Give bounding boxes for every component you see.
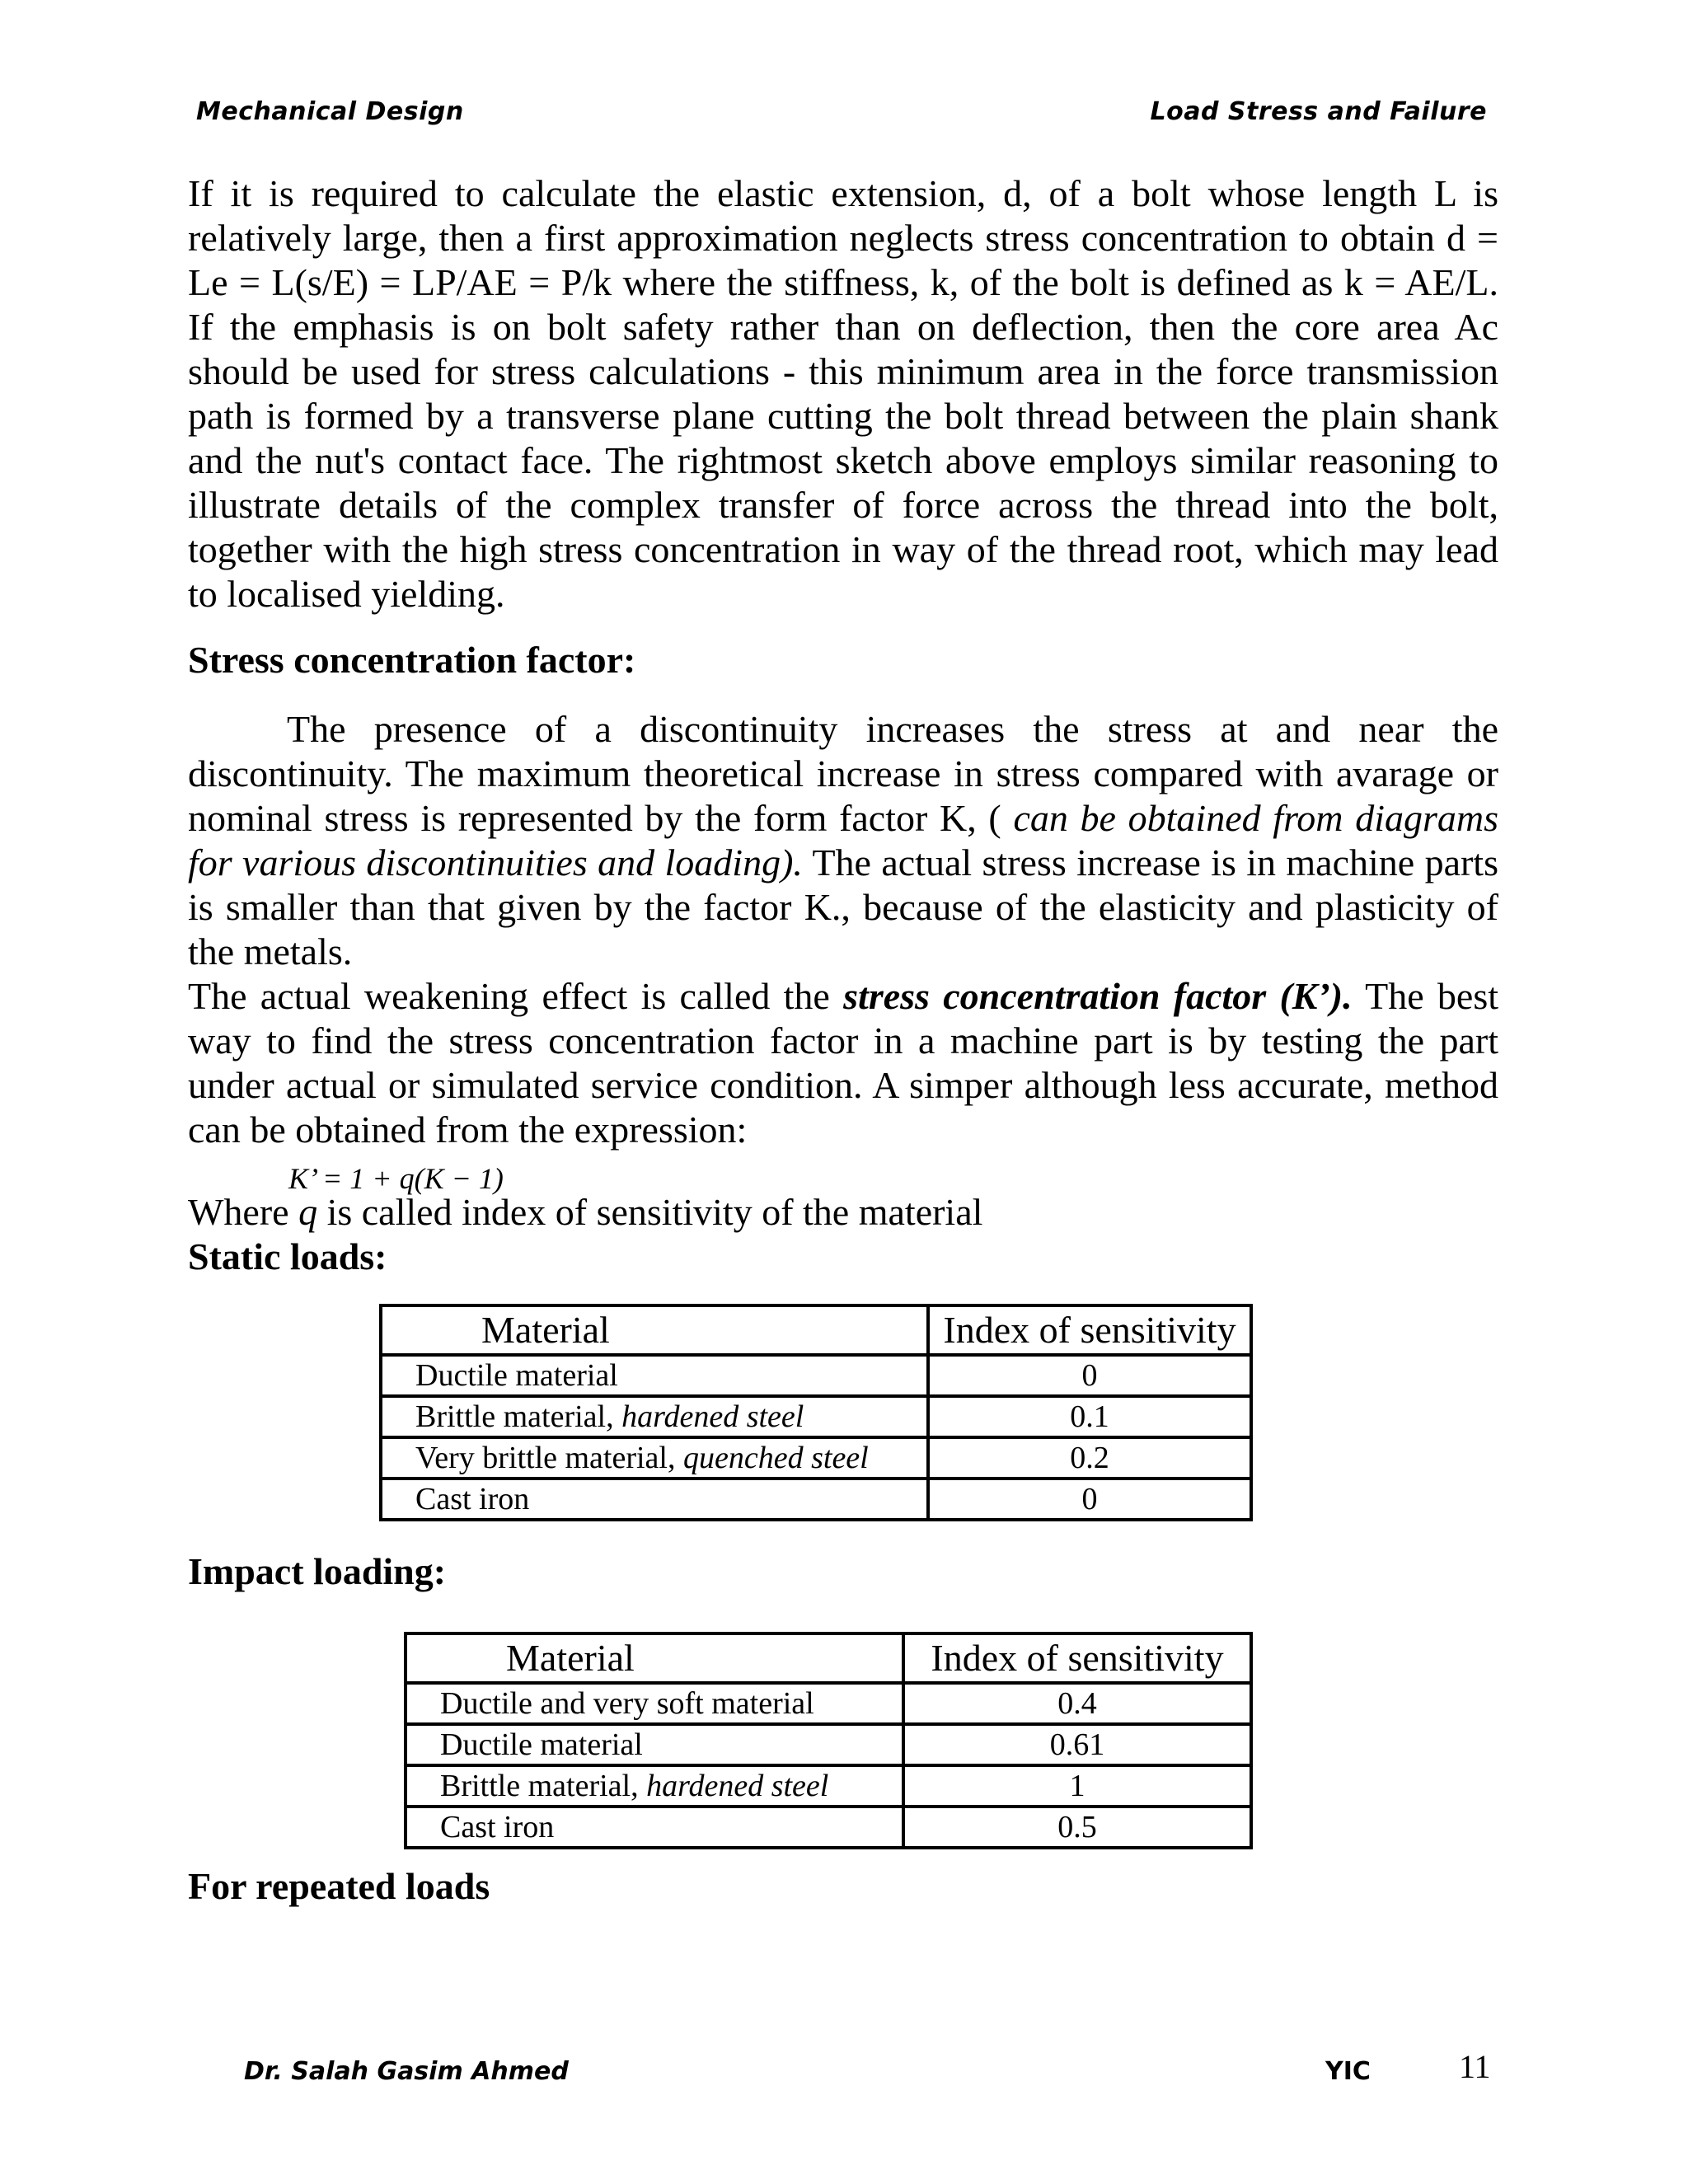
table-row — [381, 1479, 1251, 1520]
where-q: q — [298, 1191, 318, 1233]
table-header-row — [381, 1305, 1251, 1355]
scf-heading: Stress concentration factor: — [188, 639, 636, 681]
table-row — [406, 1765, 1251, 1807]
page-number: 11 — [1459, 2048, 1491, 2085]
header-chapter-title: Load Stress and Failure — [1150, 97, 1487, 126]
col-index-header: Index of sensitivity — [903, 1633, 1251, 1683]
repeated-heading: For repeated loads — [188, 1865, 490, 1907]
table-row — [406, 1683, 1251, 1724]
static-loads-table — [379, 1304, 1253, 1521]
scf-p1-text-a: The presence of a discontinuity increases the stress at and near the discontinuity. The maximum theoretical increase in stress compared with avarage or nominal stress is represented by the form factor K, ( — [188, 708, 1498, 839]
scf-p1-text-b: The actual stress increase is in machine parts is smaller than that given by the factor K., because of the elasticity and plasticity of the metals. — [188, 841, 1498, 972]
static-heading: Static loads: — [188, 1235, 387, 1277]
col-material-header: Material — [381, 1305, 928, 1355]
index-cell: 0.5 — [903, 1807, 1251, 1848]
scf-section — [188, 638, 1498, 1152]
material-cell: Ductile material — [406, 1724, 903, 1765]
impact-section — [188, 1549, 1498, 1594]
col-index-header: Index of sensitivity — [928, 1305, 1251, 1355]
repeated-section — [188, 1864, 1498, 1909]
table-row — [381, 1396, 1251, 1437]
table-row — [381, 1355, 1251, 1396]
index-cell: 0.4 — [903, 1683, 1251, 1724]
table-row — [406, 1807, 1251, 1848]
footer-author: Dr. Salah Gasim Ahmed — [244, 2057, 569, 2086]
intro-paragraph: If it is required to calculate the elastic extension, d, of a bolt whose length L is relatively large, then a first approximation neglects stress concentration to obtain d = Le = L(s/E) = LP/AE = P/k where the stiffness, k, of the bolt is defined as k = AE/L. If the emphasis is on bolt safety rather than on deflection, then the core area Ac should be used for stress calculations - this minimum area in the force transmission path is formed by a transverse plane cutting the bolt thread between the plain shank and the nut's contact face. The rightmost sketch above employs similar reasoning to illustrate details of the complex transfer of force across the thread into the bolt, together with the high stress concentration in way of the thread root, which may lead to localised yielding. — [188, 172, 1498, 615]
index-cell: 0.1 — [928, 1396, 1251, 1437]
index-cell: 0.61 — [903, 1724, 1251, 1765]
where-section — [188, 1190, 1498, 1279]
scf-p2-term: stress concentration factor (K’). — [843, 975, 1353, 1017]
scf-formula: K’ = 1 + q(K − 1) — [288, 1162, 504, 1195]
index-cell: 0 — [928, 1479, 1251, 1520]
table-row — [381, 1437, 1251, 1479]
material-cell: Ductile material — [381, 1355, 928, 1396]
header-course-title: Mechanical Design — [196, 97, 464, 126]
table-header-row — [406, 1633, 1251, 1683]
scf-paragraph-1 — [188, 707, 1498, 974]
index-cell: 1 — [903, 1765, 1251, 1807]
impact-loading-table — [404, 1632, 1253, 1849]
index-cell: 0.2 — [928, 1437, 1251, 1479]
scf-p2-text-b: The best way to find the stress concentration factor in a machine part is by testing the part under actual or simulated service condition. A simper although less accurate, method can be obtained from the expression: — [188, 975, 1499, 1151]
where-line — [188, 1190, 1498, 1235]
material-cell: Cast iron — [406, 1807, 903, 1848]
index-cell: 0 — [928, 1355, 1251, 1396]
table-row — [406, 1724, 1251, 1765]
scf-p2-text-a: The actual weakening effect is called the — [188, 975, 830, 1017]
material-cell: Brittle material, hardened steel — [381, 1396, 928, 1437]
material-cell: Very brittle material, quenched steel — [381, 1437, 928, 1479]
material-cell: Ductile and very soft material — [406, 1683, 903, 1724]
impact-heading: Impact loading: — [188, 1550, 447, 1592]
scf-paragraph-2 — [188, 974, 1498, 1152]
where-text-b: is called index of sensitivity of the material — [326, 1191, 983, 1233]
material-cell: Brittle material, hardened steel — [406, 1765, 903, 1807]
footer-code: YIC — [1325, 2057, 1371, 2086]
material-cell: Cast iron — [381, 1479, 928, 1520]
scf-p1-italic: can be obtained from diagrams for various discontinuities and loading). — [188, 797, 1498, 883]
intro-section — [188, 171, 1498, 616]
col-material-header: Material — [406, 1633, 903, 1683]
where-text-a: Where — [188, 1191, 289, 1233]
